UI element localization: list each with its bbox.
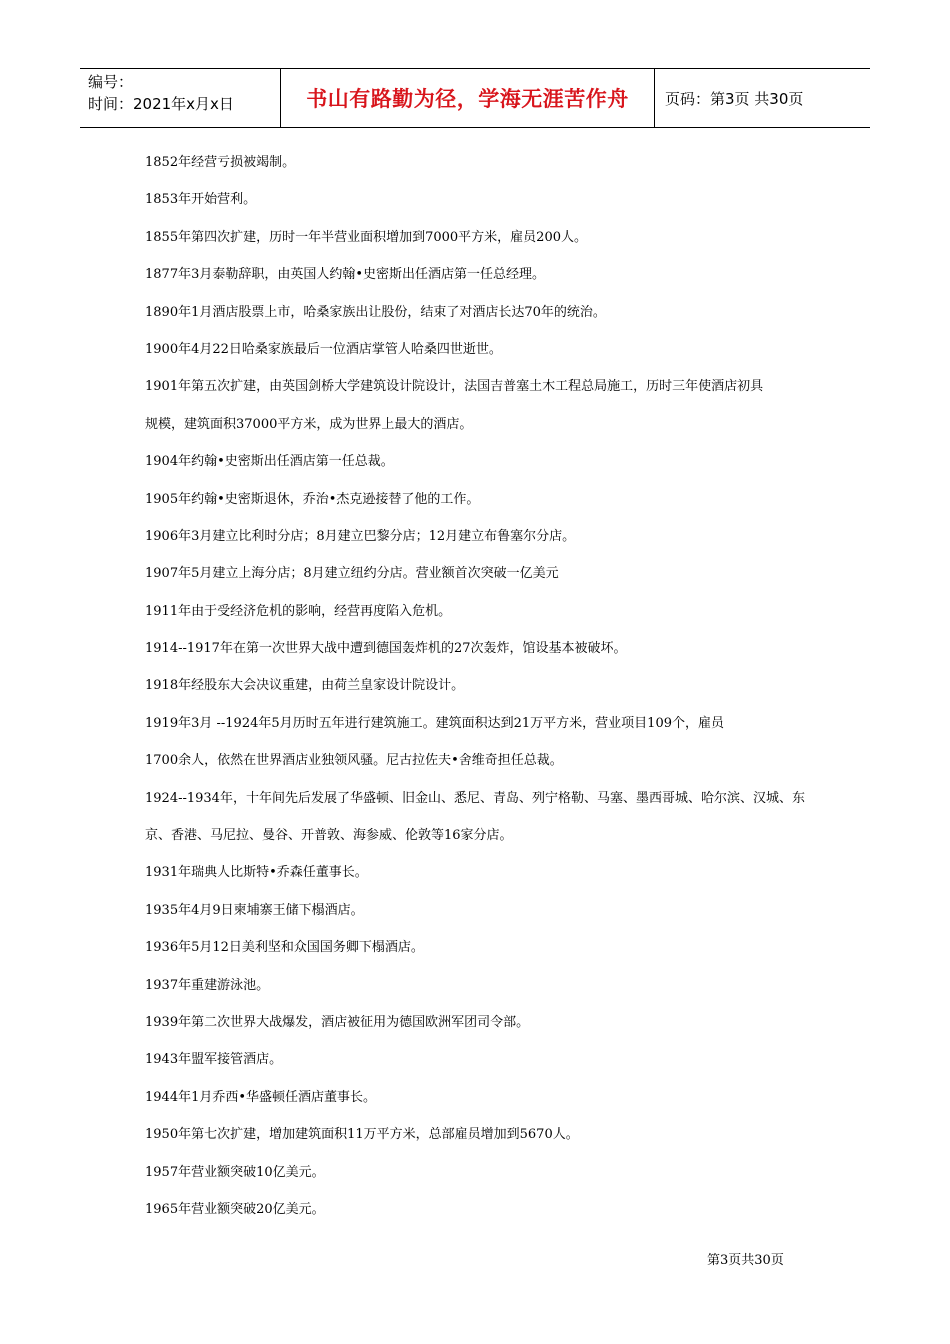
text-line: 1936年5月12日美利坚和众国国务卿下榻酒店。 (145, 940, 424, 956)
text-line: 1924--1934年，十年间先后发展了华盛顿、旧金山、悉尼、青岛、列宁格勒、马塞、墨西哥城、哈尔滨、汉城、东 (145, 790, 805, 806)
text-line: 京、香港、马尼拉、曼谷、开普敦、海参威、伦敦等16家分店。 (145, 828, 513, 844)
text-line: 1943年盟军接管酒店。 (145, 1052, 283, 1068)
text-line: 1931年瑞典人比斯特•乔森任董事长。 (145, 865, 368, 881)
text-line: 1905年约翰•史密斯退休，乔治•杰克逊接替了他的工作。 (145, 491, 480, 507)
header-page-number: 页码：第3页 共30页 (665, 89, 804, 108)
page-header (80, 68, 870, 128)
text-line: 1919年3月 --1924年5月历时五年进行建筑施工。建筑面积达到21万平方米，营业项目109个，雇员 (145, 715, 724, 731)
text-line: 1904年约翰•史密斯出任酒店第一任总裁。 (145, 454, 394, 470)
text-line: 1901年第五次扩建，由英国剑桥大学建筑设计院设计，法国吉普塞土木工程总局施工，历时三年使酒店初具 (145, 379, 764, 395)
text-line: 1914--1917年在第一次世界大战中遭到德国轰炸机的27次轰炸，馆设基本被破坏。 (145, 641, 627, 657)
text-line: 1950年第七次扩建，增加建筑面积11万平方米，总部雇员增加到5670人。 (145, 1127, 579, 1143)
text-line: 1935年4月9日柬埔寨王储下榻酒店。 (145, 902, 364, 918)
page-footer: 第3页共30页 (707, 1253, 784, 1268)
text-line: 1890年1月酒店股票上市，哈桑家族出让股份，结束了对酒店长达70年的统治。 (145, 304, 606, 320)
text-line: 1852年经营亏损被竭制。 (145, 155, 296, 170)
document-body (145, 155, 825, 1239)
text-line: 1918年经股东大会决议重建，由荷兰皇家设计院设计。 (145, 678, 465, 694)
text-line: 1853年开始营利。 (145, 192, 257, 208)
text-line: 1907年5月建立上海分店；8月建立纽约分店。营业额首次突破一亿美元 (145, 566, 559, 582)
text-line: 规模，建筑面积37000平方米，成为世界上最大的酒店。 (145, 416, 473, 432)
text-line: 1965年营业额突破20亿美元。 (145, 1201, 325, 1217)
text-line: 1877年3月泰勒辞职，由英国人约翰•史密斯出任酒店第一任总经理。 (145, 267, 546, 283)
header-motto: 书山有路勤为径，学海无涯苦作舟 (281, 69, 655, 127)
text-line: 1900年4月22日哈桑家族最后一位酒店掌管人哈桑四世逝世。 (145, 341, 502, 357)
header-meta (80, 69, 281, 127)
text-line: 1944年1月乔西•华盛顿任酒店董事长。 (145, 1089, 377, 1105)
text-line: 1855年第四次扩建，历时一年半营业面积增加到7000平方米，雇员200人。 (145, 229, 587, 245)
text-line: 1957年营业额突破10亿美元。 (145, 1164, 325, 1180)
text-line: 1911年由于受经济危机的影响，经营再度陷入危机。 (145, 603, 452, 619)
document-number-label: 编号： (88, 73, 134, 91)
text-line: 1937年重建游泳池。 (145, 977, 270, 993)
text-line: 1939年第二次世界大战爆发，酒店被征用为德国欧洲军团司令部。 (145, 1014, 530, 1030)
text-line: 1700余人，依然在世界酒店业独领风骚。尼古拉佐夫•舍维奇担任总裁。 (145, 753, 563, 769)
document-time: 时间：2021年x月x日 (88, 95, 234, 113)
text-line: 1906年3月建立比利时分店；8月建立巴黎分店；12月建立布鲁塞尔分店。 (145, 528, 576, 544)
